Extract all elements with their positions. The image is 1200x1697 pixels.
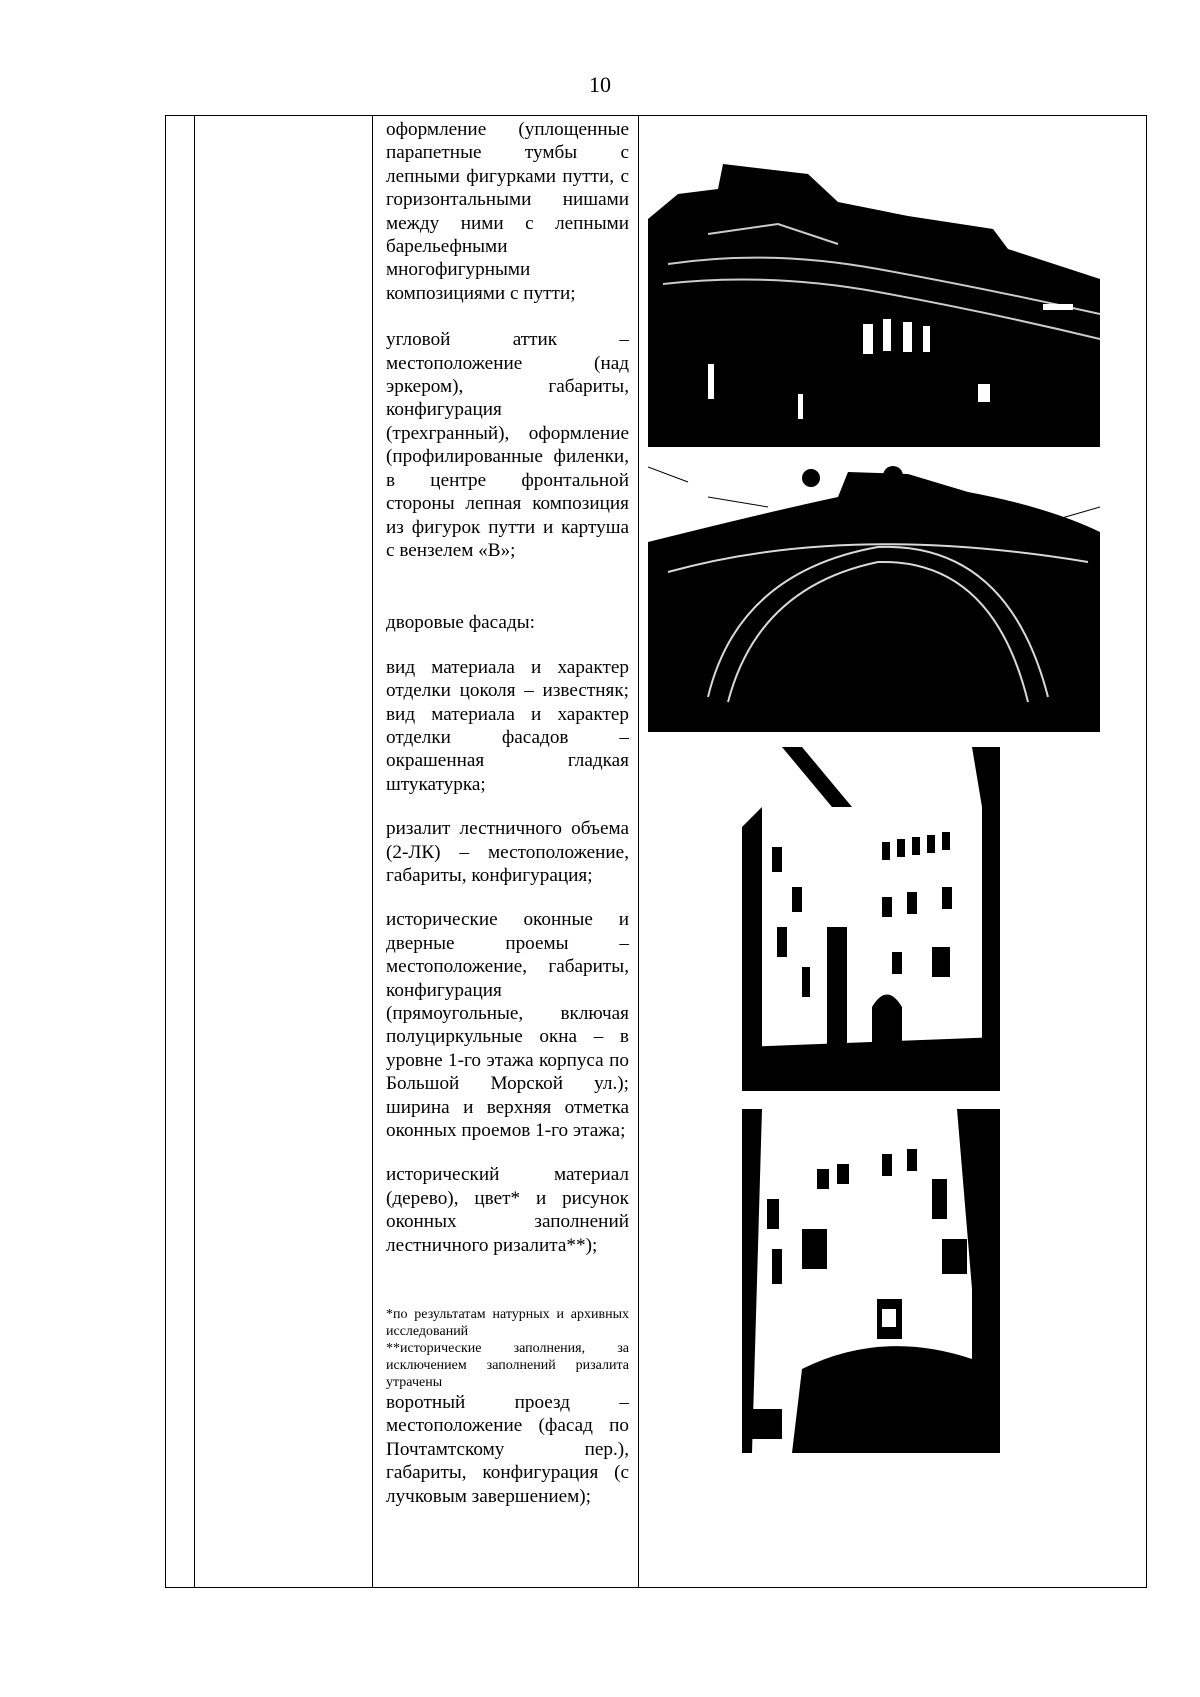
paragraph-window-fillings: исторический материал (дерево), цвет* и рисунок оконных заполнений лестничного ризалита**); [386,1164,629,1256]
photo-staircase-risalit [742,1109,1000,1453]
paragraph-window-openings: исторические оконные и дверные проемы – местоположение, габариты, конфигурация (прямоугольные, включая полуциркульные окна – в уровне 1-го этажа корпуса по Большой Морской ул.); ширина и верхняя отметка оконных проемов 1-го этажа; [386,909,629,1142]
paragraph-courtyard-facades: дворовые фасады: [386,612,535,634]
footnote-historic-fillings: **исторические заполнения, за исключением заполнений ризалита утрачены [386,1341,629,1391]
photo-cell [639,116,1147,1588]
photo-parapet [648,154,1100,447]
paragraph-parapet-decoration: оформление (уплощенные парапетные тумбы с лепными фигурками путти, с горизонтальными нишами между ними с лепными барельефными многофигурными композициями с путти; [386,119,629,304]
photo-corner-attic [648,462,1100,732]
page-number: 10 [589,72,611,97]
paragraph-corner-attic: угловой аттик – местоположение (над эркером), габариты, конфигурация (трехгранный), оформление (профилированные филенки, в центре фронтальной стороны лепная композиция из фигурок путти и картуша с вензелем «В»; [386,329,629,561]
table-row [166,116,1147,1588]
paragraph-gateway: воротный проезд – местоположение (фасад по Почтамтскому пер.), габариты, конфигурация (с лучковым завершением); [386,1392,629,1507]
paragraph-staircase-risalit: ризалит лестничного объема (2-ЛК) – местоположение, габариты, конфигурация; [386,818,629,886]
footnote-research: *по результатам натурных и архивных исследований [386,1307,629,1340]
object-name-cell [195,116,373,1588]
document-table [165,115,1147,1588]
paragraph-materials: вид материала и характер отделки цоколя – известняк; вид материала и характер отделки фасадов – окрашенная гладкая штукатурка; [386,656,629,795]
description-cell [373,116,639,1588]
index-cell [166,116,195,1588]
photo-courtyard [742,747,1000,1091]
description-text [373,116,638,1508]
